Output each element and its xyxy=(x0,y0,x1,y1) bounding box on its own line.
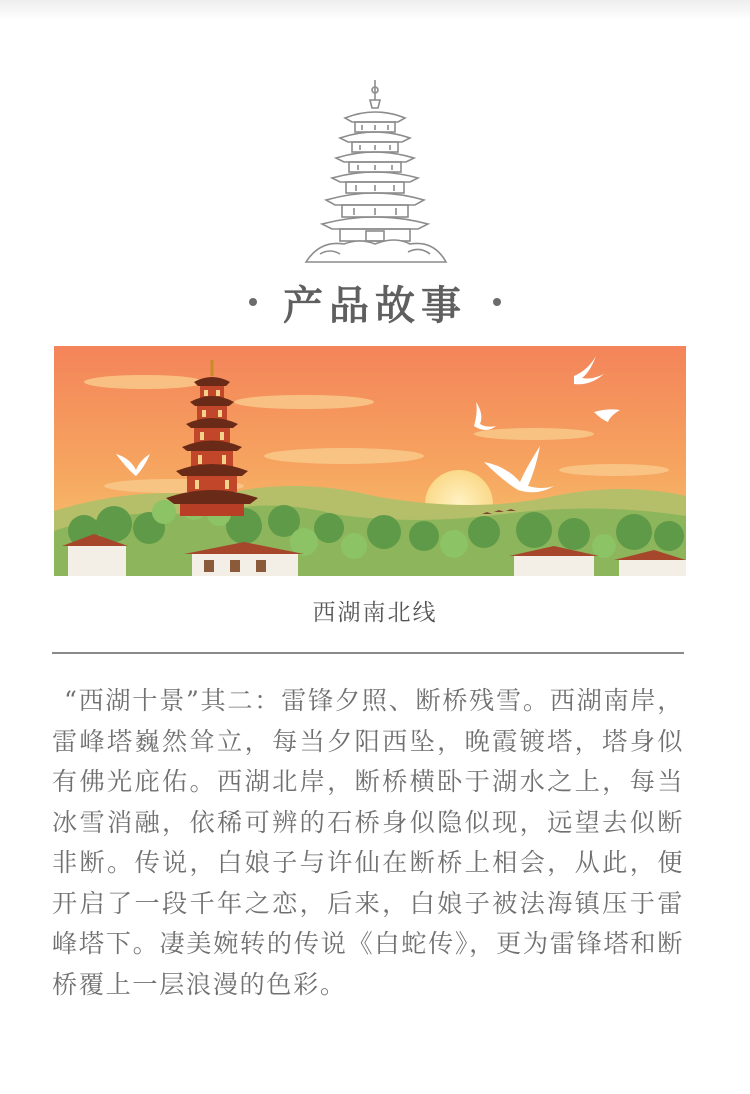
top-fade xyxy=(0,0,750,20)
pagoda-line-icon xyxy=(300,78,450,264)
banner-illustration xyxy=(54,346,686,576)
title-dot-left xyxy=(249,298,257,306)
title-dot-right xyxy=(493,298,501,306)
banner-caption: 西湖南北线 xyxy=(312,600,438,626)
section-title-text: 产品故事 xyxy=(283,281,467,329)
divider xyxy=(52,652,684,654)
section-title xyxy=(0,270,750,334)
story-paragraph: “西湖十景”其二：雷锋夕照、断桥残雪。西湖南岸，雷峰塔巍然耸立，每当夕阳西坠，晚霞镀塔，塔身似有佛光庇佑。西湖北岸，断桥横卧于湖水之上，每当冰雪消融，依稀可辨的石桥身似隐似现，远望去似断非断。传说，白娘子与许仙在断桥上相会，从此，便开启了一段千年之恋，后来，白娘子被法海镇压于雷峰塔下。凄美婉转的传说《白蛇传》，更为雷锋塔和断桥覆上一层浪漫的色彩。 xyxy=(52,686,684,999)
